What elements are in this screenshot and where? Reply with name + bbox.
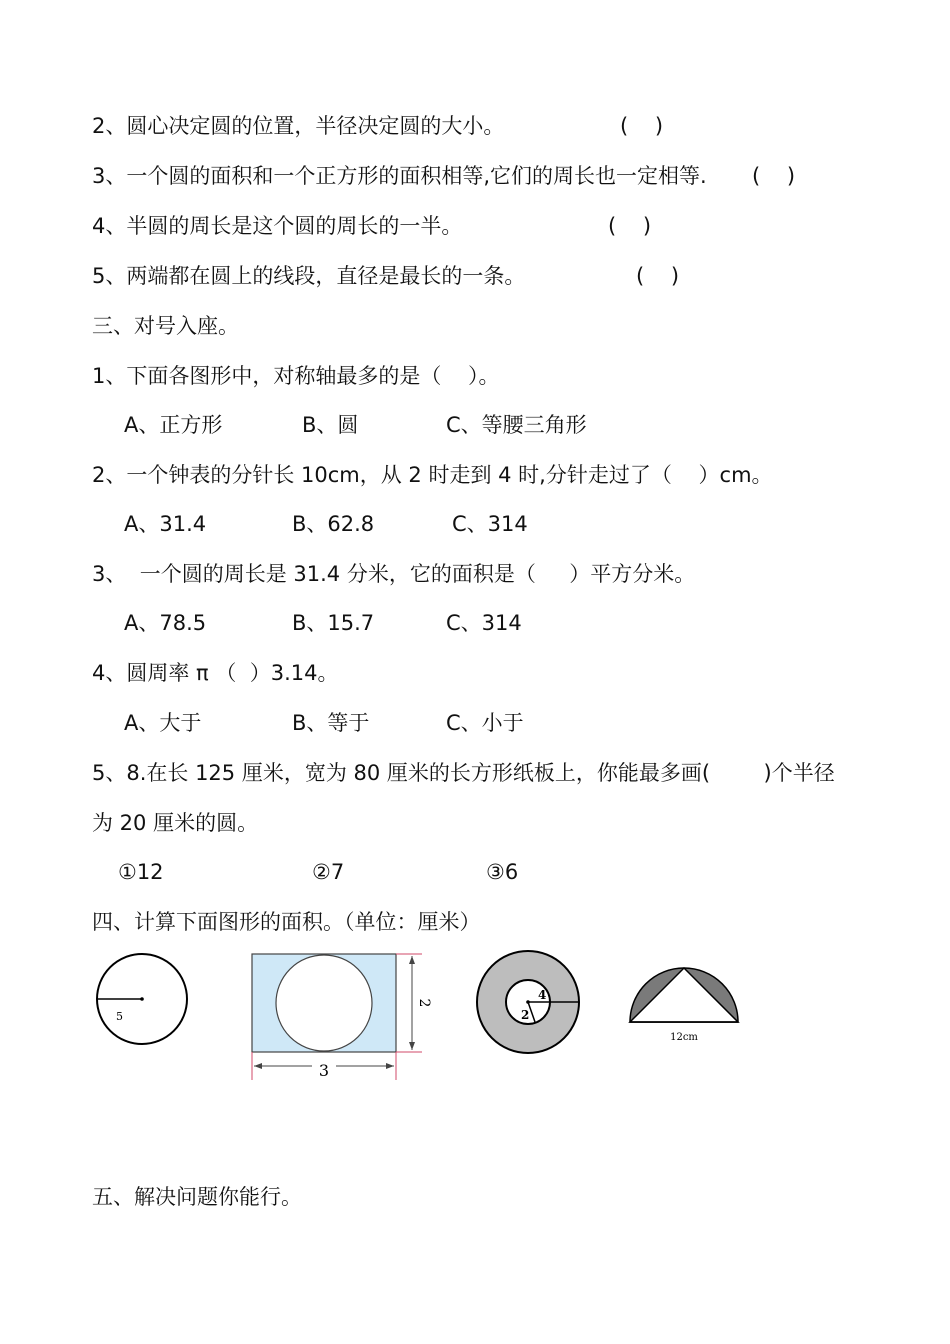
height-label: 2 — [416, 998, 432, 1008]
outer-radius-label: 4 — [538, 988, 547, 1002]
arrow-down — [409, 1042, 415, 1050]
judge-item-5: 5、两端都在圆上的线段，直径是最长的一条。 — [92, 264, 526, 288]
q4-option-c[interactable]: C、小于 — [446, 711, 524, 735]
arrow-right — [386, 1063, 394, 1069]
figure-circle-radius — [90, 950, 196, 1050]
choice-question-2: 2、一个钟表的分针长 10cm，从 2 时走到 4 时,分针走过了（ ）cm。 — [92, 463, 773, 487]
choice-question-4: 4、圆周率 π （ ）3.14。 — [92, 661, 339, 685]
ring-center — [526, 1000, 530, 1004]
inscribed-circle — [276, 955, 372, 1051]
inner-radius-label: 2 — [521, 1008, 530, 1022]
judge-item-2: 2、圆心决定圆的位置，半径决定圆的大小。 — [92, 114, 505, 138]
q2-option-a[interactable]: A、31.4 — [124, 512, 207, 536]
judge-bracket-3[interactable]: ( ) — [752, 164, 796, 188]
section-5-title: 五、解决问题你能行。 — [92, 1185, 302, 1209]
radius-label: 5 — [116, 1010, 123, 1023]
q3-option-c[interactable]: C、314 — [446, 611, 522, 635]
q4-option-a[interactable]: A、大于 — [124, 711, 202, 735]
figure-rectangle-circle — [244, 948, 434, 1084]
q1-option-b[interactable]: B、圆 — [302, 413, 359, 437]
q3-option-a[interactable]: A、78.5 — [124, 611, 207, 635]
arrow-up — [409, 956, 415, 964]
choice-question-3: 3、 一个圆的周长是 31.4 分米，它的面积是（ ）平方分米。 — [92, 562, 696, 586]
judge-bracket-2[interactable]: ( ) — [620, 114, 664, 138]
judge-bracket-5[interactable]: ( ) — [636, 264, 680, 288]
judge-item-3: 3、一个圆的面积和一个正方形的面积相等,它们的周长也一定相等. — [92, 164, 707, 188]
judge-bracket-4[interactable]: ( ) — [608, 214, 652, 238]
width-label: 3 — [318, 1061, 330, 1080]
circle-center — [140, 997, 144, 1001]
q2-option-b[interactable]: B、62.8 — [292, 512, 375, 536]
q4-option-b[interactable]: B、等于 — [292, 711, 370, 735]
arrow-left — [254, 1063, 262, 1069]
q3-option-b[interactable]: B、15.7 — [292, 611, 375, 635]
figure-semicircle-triangle — [624, 960, 744, 1050]
figure-ring — [472, 946, 584, 1058]
q5-option-2[interactable]: ②7 — [312, 860, 345, 884]
section-3-title: 三、对号入座。 — [92, 314, 239, 338]
q1-option-c[interactable]: C、等腰三角形 — [446, 413, 587, 437]
choice-question-5-line-1: 5、8.在长 125 厘米，宽为 80 厘米的长方形纸板上，你能最多画( )个半径 — [92, 761, 835, 785]
q2-option-c[interactable]: C、314 — [452, 512, 528, 536]
choice-question-5-line-2: 为 20 厘米的圆。 — [92, 811, 259, 835]
choice-question-1: 1、下面各图形中，对称轴最多的是（ ）。 — [92, 364, 500, 388]
q5-option-3[interactable]: ③6 — [486, 860, 519, 884]
diameter-label: 12cm — [670, 1032, 698, 1043]
section-4-title: 四、计算下面图形的面积。（单位：厘米） — [92, 910, 481, 934]
q1-option-a[interactable]: A、正方形 — [124, 413, 223, 437]
q5-option-1[interactable]: ①12 — [118, 860, 164, 884]
judge-item-4: 4、半圆的周长是这个圆的周长的一半。 — [92, 214, 463, 238]
